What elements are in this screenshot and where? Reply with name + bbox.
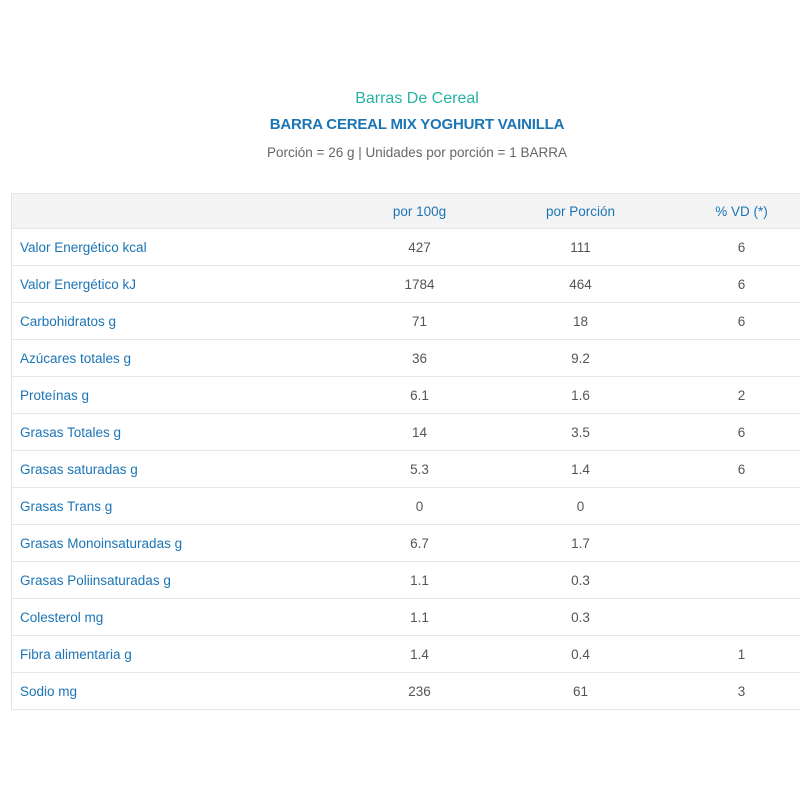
table-row xyxy=(12,451,800,488)
value-per-portion: 18 xyxy=(572,313,589,329)
table-row xyxy=(12,229,800,266)
nutrition-table xyxy=(11,193,800,710)
column-header-per-100g: por 100g xyxy=(392,203,447,219)
value-per-100g: 1.4 xyxy=(410,646,429,662)
category-title: Barras De Cereal xyxy=(355,90,479,107)
column-header-per-portion: por Porción xyxy=(545,203,616,219)
nutrient-label: Carbohidratos g xyxy=(20,313,117,329)
value-vd: 6 xyxy=(737,424,746,440)
value-per-100g: 1.1 xyxy=(410,609,429,625)
nutrient-label: Colesterol mg xyxy=(20,609,104,625)
value-vd: 6 xyxy=(737,461,746,477)
table-row xyxy=(12,562,800,599)
value-per-100g: 71 xyxy=(411,313,428,329)
value-vd xyxy=(654,340,800,376)
value-per-portion: 0 xyxy=(576,498,585,514)
nutrient-label: Grasas Trans g xyxy=(20,498,113,514)
nutrient-label: Grasas saturadas g xyxy=(20,461,138,477)
table-row xyxy=(12,340,800,377)
value-per-100g: 6.7 xyxy=(410,535,429,551)
nutrient-label: Proteínas g xyxy=(20,387,90,403)
value-vd xyxy=(654,525,800,561)
value-per-portion: 1.6 xyxy=(571,387,590,403)
value-per-portion: 464 xyxy=(569,276,592,292)
nutrient-label: Valor Energético kcal xyxy=(20,239,147,255)
table-row xyxy=(12,525,800,562)
nutrient-label: Azúcares totales g xyxy=(20,350,132,366)
value-vd xyxy=(654,562,800,598)
table-row xyxy=(12,266,800,303)
table-body xyxy=(12,229,800,710)
nutrient-label: Grasas Poliinsaturadas g xyxy=(20,572,171,588)
table-row xyxy=(12,673,800,710)
nutrient-label: Valor Energético kJ xyxy=(20,276,137,292)
value-per-portion: 0.4 xyxy=(571,646,590,662)
table-row xyxy=(12,414,800,451)
value-vd: 6 xyxy=(737,239,746,255)
value-per-portion: 0.3 xyxy=(571,609,590,625)
value-per-100g: 236 xyxy=(408,683,431,699)
value-per-100g: 427 xyxy=(408,239,431,255)
value-per-portion: 61 xyxy=(572,683,589,699)
value-per-100g: 6.1 xyxy=(410,387,429,403)
column-header-nutrient xyxy=(20,194,340,228)
portion-info: Porción = 26 g | Unidades por porción = 1 BARRA xyxy=(267,145,567,160)
table-row xyxy=(12,599,800,636)
value-per-100g: 0 xyxy=(415,498,424,514)
value-per-portion: 1.4 xyxy=(571,461,590,477)
value-per-portion: 1.7 xyxy=(571,535,590,551)
value-vd: 1 xyxy=(737,646,746,662)
value-vd: 6 xyxy=(737,276,746,292)
value-per-100g: 1784 xyxy=(404,276,435,292)
value-vd xyxy=(654,599,800,635)
column-header-vd: % VD (*) xyxy=(715,203,768,219)
table-row xyxy=(12,377,800,414)
value-per-portion: 0.3 xyxy=(571,572,590,588)
nutrient-label: Grasas Monoinsaturadas g xyxy=(20,535,183,551)
value-per-portion: 9.2 xyxy=(571,350,590,366)
nutrient-label: Sodio mg xyxy=(20,683,78,699)
value-per-100g: 5.3 xyxy=(410,461,429,477)
table-row xyxy=(12,303,800,340)
value-per-portion: 3.5 xyxy=(571,424,590,440)
value-per-portion: 111 xyxy=(570,239,591,255)
product-title: BARRA CEREAL MIX YOGHURT VAINILLA xyxy=(269,116,565,133)
table-row xyxy=(12,636,800,673)
value-per-100g: 36 xyxy=(411,350,428,366)
value-vd: 6 xyxy=(737,313,746,329)
nutrient-label: Fibra alimentaria g xyxy=(20,646,132,662)
table-row xyxy=(12,488,800,525)
value-per-100g: 14 xyxy=(411,424,428,440)
value-per-100g: 1.1 xyxy=(410,572,429,588)
value-vd xyxy=(654,488,800,524)
value-vd: 3 xyxy=(737,683,746,699)
value-vd: 2 xyxy=(737,387,746,403)
table-header-row xyxy=(12,193,800,229)
nutrient-label: Grasas Totales g xyxy=(20,424,122,440)
